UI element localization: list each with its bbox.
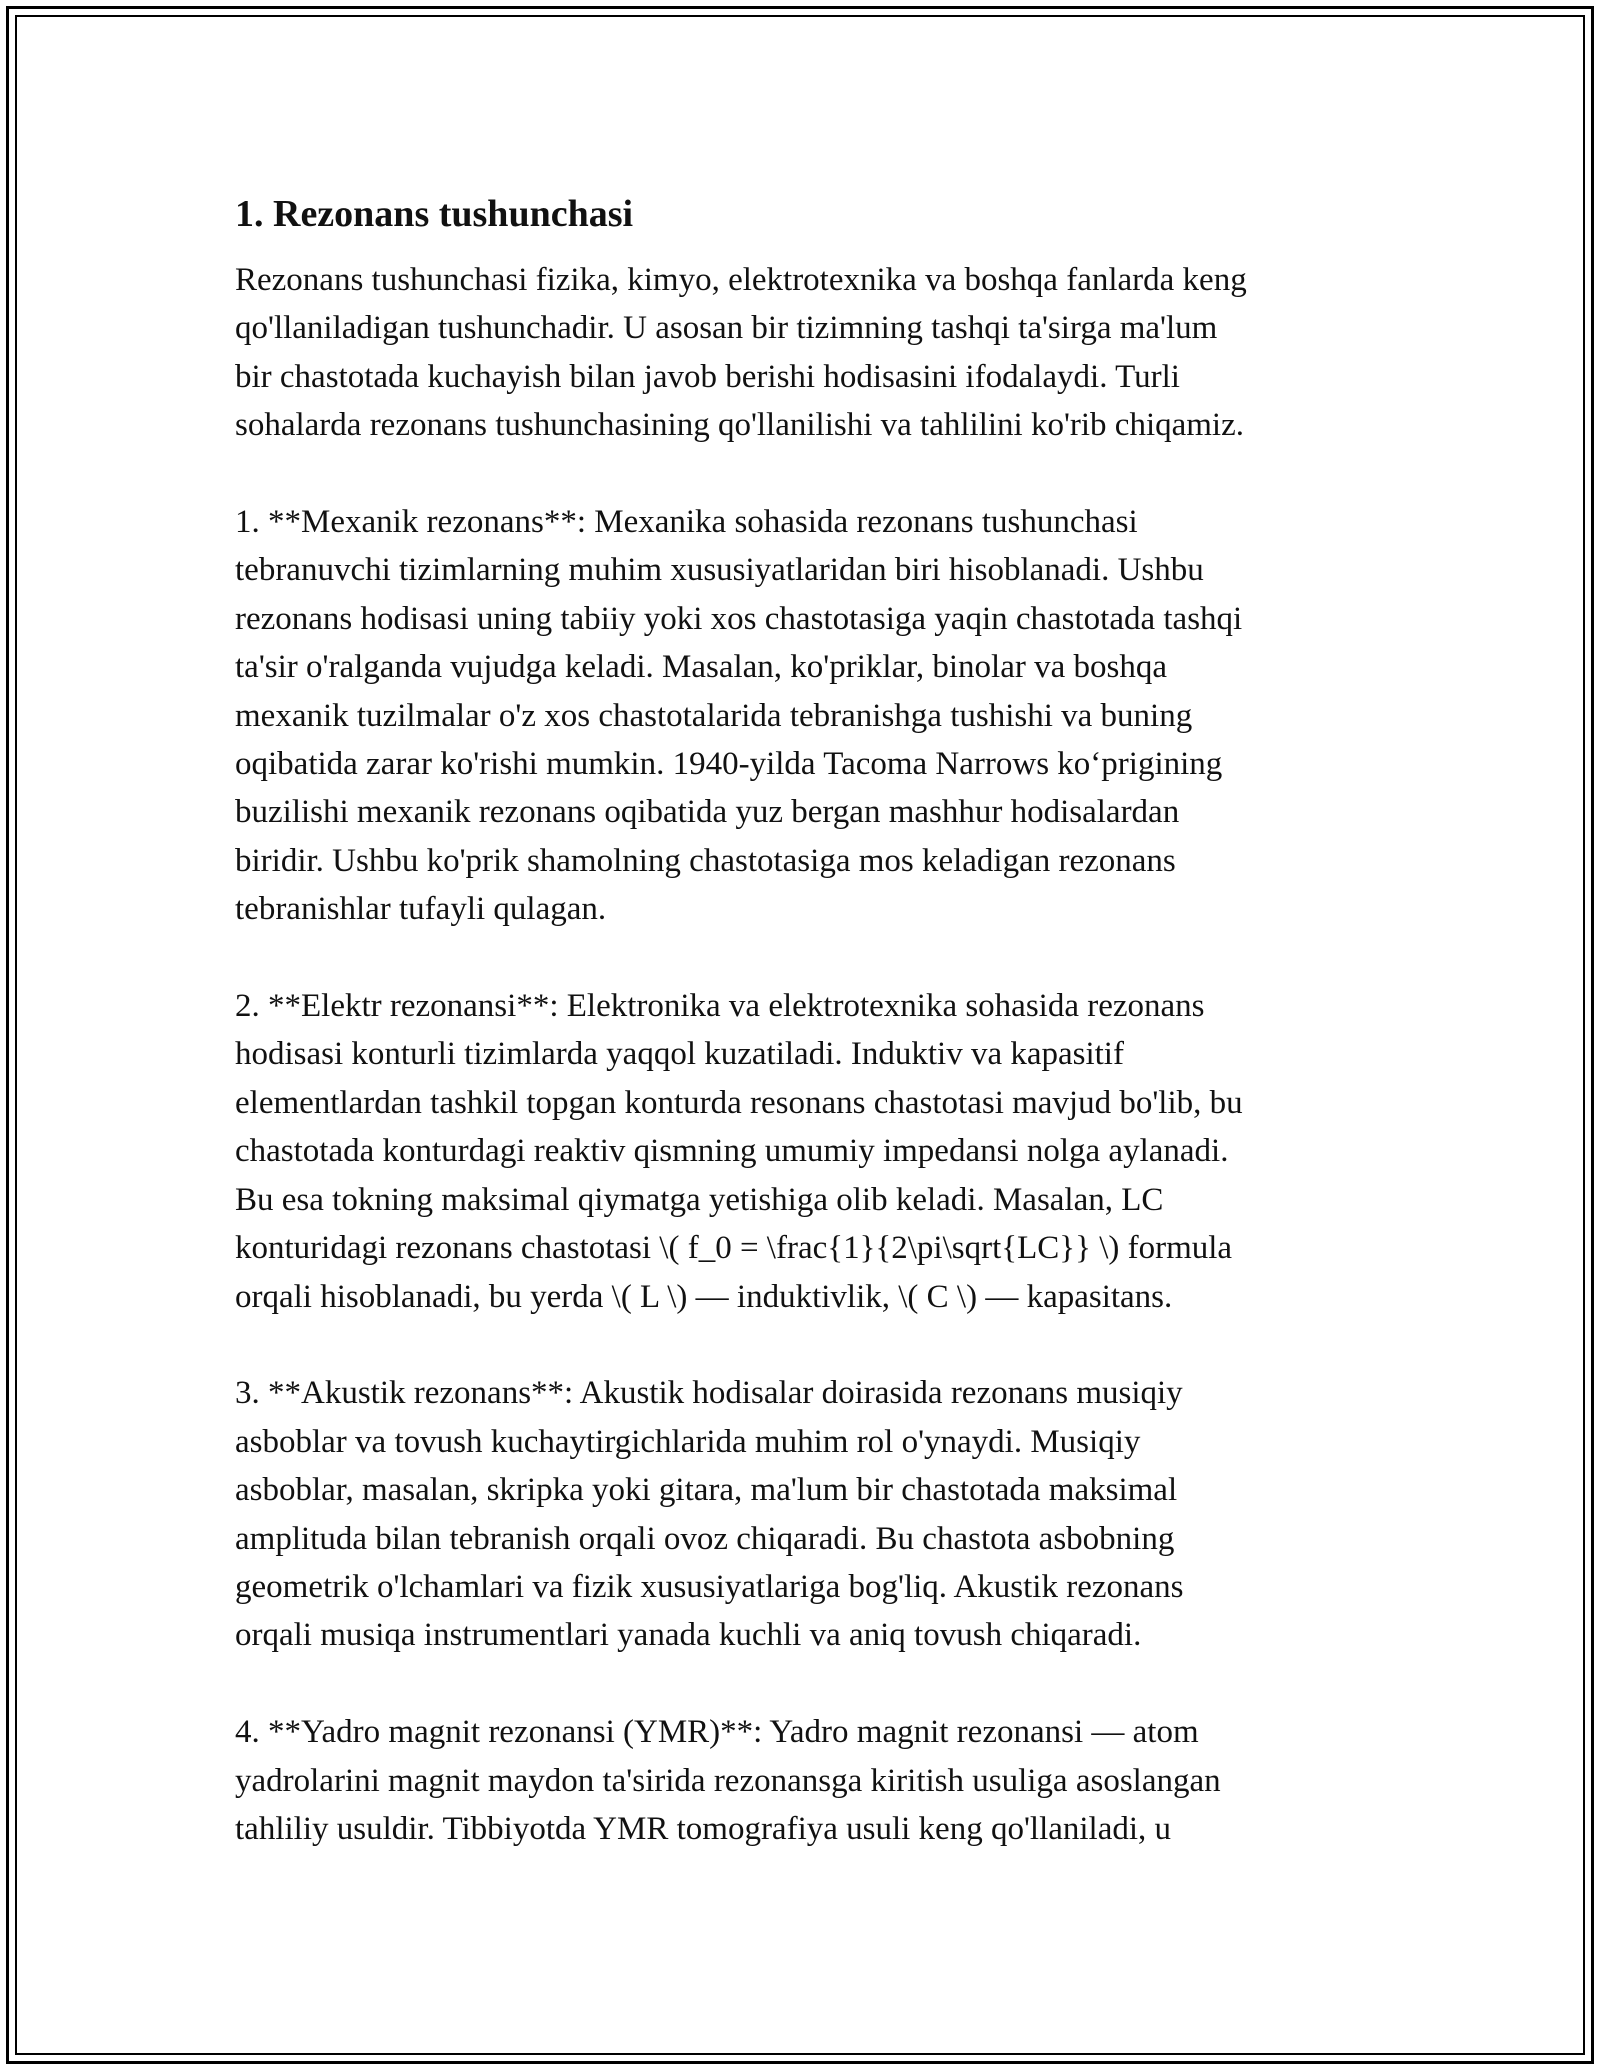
paragraph [235, 982, 1365, 1321]
text-line: 2. **Elektr rezonansi**: Elektronika va elektrotexnika sohasida rezonans [235, 988, 1205, 1025]
text-line: buzilishi mexanik rezonans oqibatida yuz bergan mashhur hodisalardan [235, 794, 1180, 831]
text-line: hodisasi konturli tizimlarda yaqqol kuzatiladi. Induktiv va kapasitif [235, 1036, 1124, 1073]
paragraph [235, 498, 1365, 934]
text-line: mexanik tuzilmalar o'z xos chastotalarida tebranishga tushishi va buning [235, 697, 1193, 734]
text-line: biridir. Ushbu ko'prik shamolning chastotasiga mos keladigan rezonans [235, 842, 1176, 879]
paragraph [235, 256, 1365, 450]
paragraph [235, 1708, 1365, 1853]
text-line: yadrolarini magnit maydon ta'sirida rezonansga kiritish usuliga asoslangan [235, 1762, 1221, 1799]
text-line: qo'llaniladigan tushunchadir. U asosan bir tizimning tashqi ta'sirga ma'lum [235, 310, 1218, 347]
text-line: Rezonans tushunchasi fizika, kimyo, elektrotexnika va boshqa fanlarda keng [235, 262, 1247, 298]
text-line: sohalarda rezonans tushunchasining qo'llanilishi va tahlilini ko'rib chiqamiz. [235, 407, 1244, 444]
section-heading: 1. Rezonans tushunchasi [235, 193, 634, 235]
text-line: asboblar va tovush kuchaytirgichlarida muhim rol o'ynaydi. Musiqiy [235, 1423, 1141, 1460]
text-line: konturidagi rezonans chastotasi \( f_0 = \frac{1}{2\pi\sqrt{LC}} \) formula [235, 1230, 1233, 1267]
text-line: amplituda bilan tebranish orqali ovoz chiqaradi. Bu chastota asbobning [235, 1520, 1175, 1557]
text-line: 3. **Akustik rezonans**: Akustik hodisalar doirasida rezonans musiqiy [235, 1375, 1183, 1412]
text-line: 4. **Yadro magnit rezonansi (YMR)**: Yadro magnit rezonansi — atom [235, 1714, 1199, 1751]
text-line: asboblar, masalan, skripka yoki gitara, ma'lum bir chastotada maksimal [235, 1472, 1178, 1509]
document-page [235, 186, 1365, 1902]
text-line: 1. **Mexanik rezonans**: Mexanika sohasida rezonans tushunchasi [235, 504, 1138, 541]
text-line: tahliliy usuldir. Tibbiyotda YMR tomografiya usuli keng qo'llaniladi, u [235, 1810, 1172, 1847]
text-line: chastotada konturdagi reaktiv qismning umumiy impedansi nolga aylanadi. [235, 1133, 1229, 1170]
document-body [235, 256, 1365, 1853]
text-line: tebranuvchi tizimlarning muhim xususiyatlaridan biri hisoblanadi. Ushbu [235, 552, 1204, 589]
text-line: orqali musiqa instrumentlari yanada kuchli va aniq tovush chiqaradi. [235, 1617, 1142, 1654]
text-line: ta'sir o'ralganda vujudga keladi. Masalan, ko'priklar, binolar va boshqa [235, 649, 1167, 686]
text-line: orqali hisoblanadi, bu yerda \( L \) — induktivlik, \( C \) — kapasitans. [235, 1278, 1173, 1315]
paragraph [235, 1369, 1365, 1659]
text-line: tebranishlar tufayli qulagan. [235, 891, 607, 928]
text-line: rezonans hodisasi uning tabiiy yoki xos chastotasiga yaqin chastotada tashqi [235, 600, 1243, 637]
text-line: oqibatida zarar ko'rishi mumkin. 1940-yilda Tacoma Narrows ko‘prigining [235, 746, 1223, 783]
text-line: Bu esa tokning maksimal qiymatga yetishiga olib keladi. Masalan, LC [235, 1181, 1164, 1218]
text-line: bir chastotada kuchayish bilan javob berishi hodisasini ifodalaydi. Turli [235, 358, 1180, 395]
text-line: geometrik o'lchamlari va fizik xususiyatlariga bog'liq. Akustik rezonans [235, 1568, 1184, 1605]
text-line: elementlardan tashkil topgan konturda resonans chastotasi mavjud bo'lib, bu [235, 1084, 1243, 1121]
